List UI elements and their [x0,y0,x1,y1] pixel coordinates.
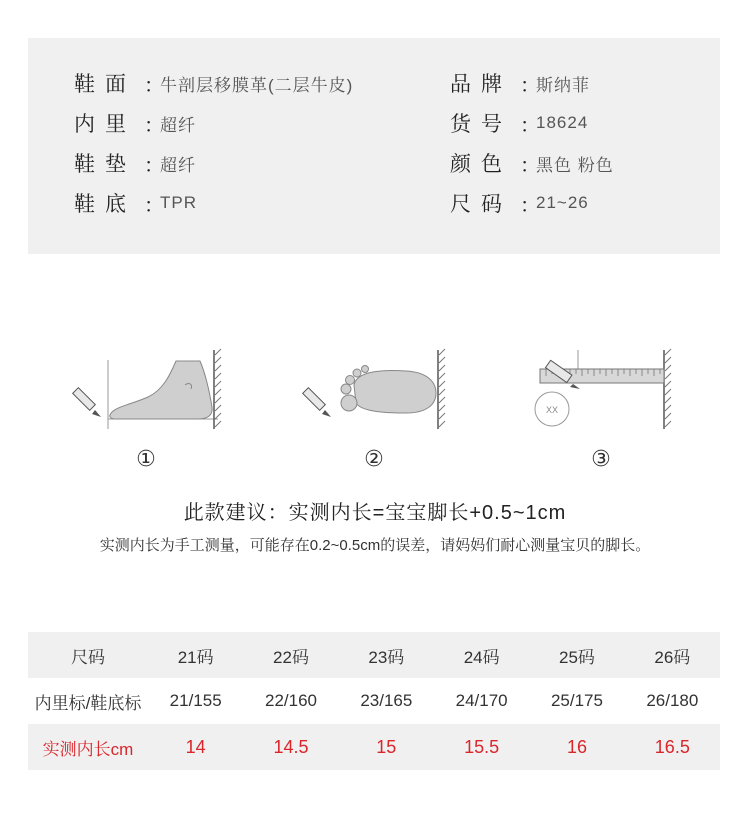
table-cell: 23码 [368,647,405,667]
spec-label: 鞋底 [74,193,136,216]
step-3-marker: ③ [591,446,611,471]
table-cell: 26码 [654,647,691,667]
spec-row-sole: 鞋底 ： TPR [74,188,197,218]
table-cell: 21/155 [169,691,222,710]
spec-value: 牛剖层移膜革(二层牛皮) [160,75,354,95]
table-header-row [28,632,720,678]
measurement-note: 实测内长为手工测量，可能存在0.2~0.5cm的误差，请妈妈们耐心测量宝贝的脚长。 [99,537,651,554]
spec-row-lining: 内里 ： 超纤 [74,108,196,138]
spec-label: 鞋面 [74,73,136,96]
spec-value: 超纤 [160,155,196,175]
table-cell: 26/180 [646,691,699,710]
step-1-marker: ① [136,446,156,471]
table-row-label [28,678,720,724]
foot-side-diagram [68,345,248,435]
table-cell: 23/165 [360,691,413,710]
table-cell: 21码 [177,647,214,667]
spec-row-item-no: 货号 ： 18624 [450,108,588,138]
foot-top-diagram [296,345,476,435]
table-cell: 16.5 [654,736,690,757]
spec-row-size: 尺码 ： 21~26 [450,188,589,218]
table-cell: 22/160 [264,691,317,710]
spec-label: 品牌 [450,73,512,96]
spec-label: 鞋垫 [74,153,136,176]
table-cell: 24码 [463,647,500,667]
size-suggestion: 此款建议：实测内长=宝宝脚长+0.5~1cm [183,502,567,524]
pencil-icon [303,388,331,417]
spec-value: 21~26 [536,193,589,212]
spec-value: 18624 [536,113,589,132]
spec-label: 颜色 [450,153,512,176]
spec-value: 斯纳菲 [536,75,590,95]
table-cell: 25码 [559,647,595,667]
spec-row-brand: 品牌 ： 斯纳菲 [450,68,590,98]
coin-label: XX [545,405,559,415]
spec-value: 超纤 [160,115,196,135]
step-2-marker: ② [364,446,384,471]
spec-label: 尺码 [450,193,512,216]
table-cell: 内里标/鞋底标 [34,693,142,713]
table-cell: 16 [566,736,587,757]
spec-row-upper: 鞋面 ： 牛剖层移膜革(二层牛皮) [74,68,353,98]
table-cell: 14.5 [273,736,309,757]
spec-value: 黑色 粉色 [536,155,614,175]
table-row-inner-length [28,724,720,770]
ruler-measure-diagram [518,345,698,435]
table-cell: 15 [376,736,397,757]
pencil-icon [73,388,101,417]
table-cell: 14 [185,736,206,757]
spec-value: TPR [160,193,197,212]
spec-label: 货号 [450,113,512,136]
size-table [28,632,720,770]
table-cell: 15.5 [464,736,500,757]
spec-row-color: 颜色 ： 黑色 粉色 [450,148,614,178]
spec-label: 内里 [74,113,136,136]
table-cell: 24/170 [455,691,508,710]
spec-row-insole: 鞋垫 ： 超纤 [74,148,196,178]
table-cell: 22码 [273,647,309,667]
table-cell: 尺码 [71,647,105,667]
table-cell: 25/175 [550,691,603,710]
table-cell: 实测内长cm [42,739,134,759]
spec-panel [28,38,720,254]
